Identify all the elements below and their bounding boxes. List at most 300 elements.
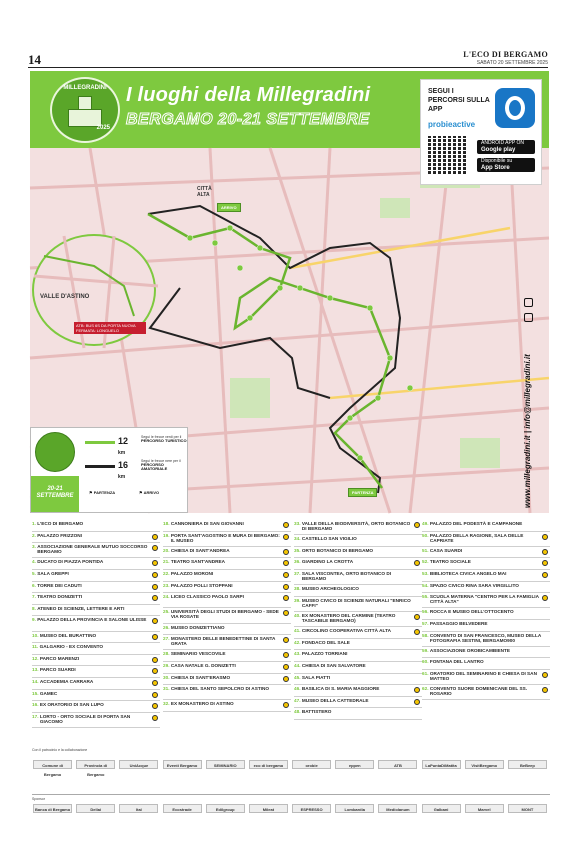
place-number: 15. [32,690,40,696]
place-number: 54. [422,582,430,588]
app-marker-icon [283,664,289,670]
amateur-desc: Segui le frecce nere per il PERCORSO AMATORIALE [141,459,181,471]
place-label: CONVENTO DI SAN FRANCESCO, MUSEO DELLA FOTOGRAFIA SESTINI, BERGAMO900 [429,632,542,643]
place-list-item [294,697,422,709]
app-marker-icon [152,534,158,540]
place-label: CANNONIERA DI SAN GIOVANNI [170,521,244,526]
event-banner [30,71,549,171]
sponsor-logo: Marvel [465,804,504,813]
app-marker-icon [283,595,289,601]
place-label: EX MONASTERO DI ASTINO [170,701,234,707]
place-label: CHIESA DI SANT'ERASMO [170,674,231,680]
place-label: MUSEO DONIZETTIANO [170,624,225,630]
places-col-2 [163,520,291,712]
place-list-item [32,558,160,570]
place-list-item [32,532,160,544]
tourist-desc: Segui le frecce verdi per il PERCORSO TURISTICO [141,435,187,443]
place-label: ASSOCIAZIONE GENERALE MUTUO SOCCORSO BERGAMO [37,544,148,555]
place-number: 21. [163,559,171,565]
place-number: 27. [163,636,171,642]
place-list-item [422,685,550,700]
place-label: CONVENTO SUORE DOMENICANE DEL SS. ROSARIO [429,686,528,697]
sponsor-logo: Eventi Bergamo [163,760,202,769]
place-label: TORRE DEI CADUTI [37,582,82,588]
app-marker-icon [283,652,289,658]
place-list-item [32,690,160,702]
place-label: SALA PIATTI [301,674,331,680]
app-promo-box [420,79,542,185]
place-number: 23. [163,582,171,588]
place-label: MUSEO DELLA CATTEDRALE [301,697,369,703]
place-number: 16. [32,702,40,708]
place-list-item [163,570,291,582]
app-marker-icon [283,676,289,682]
paper-name: L'ECO DI BERGAMO [463,50,548,59]
place-label: EX MONASTERO DEL CARMINE (TEATRO TASCABILE BERGAMO) [301,612,396,623]
place-list-item [32,605,160,617]
place-list-item [163,650,291,662]
place-list-item [294,570,422,585]
place-label: PALAZZO FRIZZONI [37,532,82,538]
sponsor-logo: VisitBergamo [465,760,504,769]
valle-astino-label: VALLE D'ASTINO [40,294,90,300]
place-list-item [163,608,291,623]
place-list-item [32,655,160,667]
place-number: 61. [422,670,430,676]
place-list-item [294,558,422,570]
place-list-item [294,612,422,627]
place-list-item [32,543,160,558]
place-label: CHIESA DI SAN SALVATORE [301,662,366,668]
place-label: MUSEO DEL BURATTINO [39,632,97,638]
arrivo-flag-icon: ⚑ ARRIVO [139,490,160,495]
website-text[interactable]: www.millegradini.it | info@millegradini.it [523,354,532,508]
place-list-item [422,632,550,647]
places-col-3 [294,520,422,720]
partenza-tag: PARTENZA [348,488,377,497]
place-list-item [294,627,422,639]
place-label: ORATORIO DEL SEMINARINO E CHIESA DI SAN MATTEO [429,670,537,681]
place-list-item [294,650,422,662]
google-play-small: ANDROID APP ON [481,140,524,146]
app-store-button[interactable] [477,158,535,172]
sponsor-logo: Provincia di Bergamo [76,760,115,769]
places-col-1 [32,520,160,728]
place-list-item [422,670,550,685]
place-label: CASTELLO SAN VIGILIO [301,536,357,542]
place-number: 37. [294,570,302,576]
place-number: 3. [32,544,38,550]
app-marker-icon [414,560,420,566]
place-label: CASA SUARDI [429,547,463,553]
place-list-item [32,632,160,644]
app-marker-icon [283,560,289,566]
partenza-flag-icon: ⚑ PARTENZA [89,490,116,495]
place-number: 53. [422,570,430,576]
app-marker-icon [152,584,158,590]
sponsor-logo: Banca di Bergamo [33,804,72,813]
app-marker-icon [283,549,289,555]
place-number: 49. [422,521,430,526]
footer-rule [32,794,550,795]
place-label: DUCATO DI PIAZZA PONTIDA [37,559,104,565]
place-list-item [32,713,160,728]
place-number: 38. [294,586,302,592]
place-number: 44. [294,662,302,668]
app-marker-icon [414,614,420,620]
place-list-item [422,558,550,570]
place-label: CHIESA DEL SANTO SEPOLCRO DI ASTINO [170,686,270,692]
place-list-item [422,658,550,670]
place-number: 12. [32,655,40,661]
app-marker-icon [152,703,158,709]
facebook-icon[interactable] [524,313,533,322]
app-marker-icon [542,595,548,601]
place-number: 42. [294,639,302,645]
place-number: 1. [32,521,38,526]
place-list-item [294,708,422,720]
place-list-item [163,662,291,674]
place-list-item [163,520,291,532]
sponsor-footer [32,748,550,818]
place-number: 43. [294,651,302,657]
sponsor-logo: Galbani [422,804,461,813]
place-number: 24. [163,594,171,600]
header-rule [28,67,548,68]
sponsor-logo: Dellai [76,804,115,813]
citta-alta-label: CITTÀ ALTA [197,186,212,198]
place-label: VALLE DELLA BIODIVERSITÀ, ORTO BOTANICO DI BERGAMO [301,521,411,531]
place-list-item [294,662,422,674]
place-list-item [163,532,291,547]
place-number: 17. [32,713,40,719]
org-label: Con il patrocinio e la collaborazione [32,748,88,752]
place-label: PALAZZO DELLA RAGIONE, SALA DELLE CAPRIATE [429,532,524,543]
place-label: SALA GREPPI [37,570,69,576]
place-list-item [163,685,291,700]
sponsor-logo: ATB [378,760,417,769]
place-number: 55. [422,594,430,600]
page-number: 14 [28,52,41,67]
sponsor-logo: Ecostrade [163,804,202,813]
place-label: ASSOCIAZIONE OROBICAMBIENTE [429,647,511,653]
place-number: 8. [32,605,38,611]
place-number: 25. [163,609,171,615]
app-marker-icon [152,657,158,663]
place-label: ROCCA E MUSEO DELL'OTTOCENTO [429,609,514,615]
place-number: 34. [294,536,302,542]
place-label: PALAZZO DEL PODESTÀ E CAMPANONE [429,521,523,526]
app-marker-icon [152,680,158,686]
sponsor-logo: Mediolanum [378,804,417,813]
place-label: BIBLIOTECA CIVICA ANGELO MAI [429,570,507,576]
place-number: 47. [294,697,302,703]
app-marker-icon [283,572,289,578]
app-store-small: Disponibile su [481,158,513,164]
place-list-item [294,597,422,612]
place-number: 2. [32,532,38,538]
place-list-item [422,647,550,659]
place-label: TEATRO SOCIALE [429,559,471,565]
legend-logo [35,432,75,472]
app-marker-icon [283,702,289,708]
place-number: 36. [294,559,302,565]
app-marker-icon [542,572,548,578]
atb-bus-label: ATB: BUS 6S DA PORTA NUOVA FERMATA: LONGUELO [74,322,146,334]
places-col-4 [422,520,550,700]
place-list-item [163,700,291,712]
place-number: 6. [32,582,38,588]
app-brand: probieactive [428,120,476,129]
place-number: 35. [294,547,302,553]
app-marker-icon [542,534,548,540]
place-label: GALGARIO - EX CONVENTO [39,644,104,650]
place-number: 33. [294,521,302,526]
place-label: SEMINARIO VESCOVILE [170,651,226,657]
sponsor-logo: SEMINARIO [206,760,245,769]
place-list-item [294,639,422,651]
masthead [463,50,548,66]
millegradini-logo [50,77,120,143]
logo-text: MILLEGRADINI [63,85,107,91]
place-label: MUSEO CIVICO DI SCIENZE NATURALI "ENRICO CAFFI" [301,597,411,608]
place-number: 39. [294,597,302,603]
place-list-item [163,674,291,686]
place-label: SCUOLA MATERNA "CENTRO PER LA FAMIGLIA CITTÀ ALTA" [429,594,539,605]
place-number: 22. [163,570,171,576]
app-icon[interactable] [495,88,535,128]
app-marker-icon [152,545,158,551]
app-marker-icon [152,572,158,578]
astino-inset [32,234,156,346]
app-marker-icon [152,618,158,624]
place-number: 13. [32,667,40,673]
sponsor-label: Sponsor [32,797,46,801]
sponsor-logo: eppen [335,760,374,769]
place-label: UNIVERSITÀ DEGLI STUDI DI BERGAMO - SEDE VIA ROSATE [170,609,279,620]
app-marker-icon [542,687,548,693]
sponsor-logo: BeBeep [508,760,547,769]
place-number: 62. [422,686,430,692]
place-list-item [422,608,550,620]
place-list-item [163,635,291,650]
place-list-item [32,666,160,678]
place-list-item [32,593,160,605]
place-label: SALA VISCONTEA, ORTO BOTANICO DI BERGAMO [301,570,392,581]
place-number: 41. [294,628,302,634]
place-number: 52. [422,559,430,565]
place-list-item [422,520,550,532]
place-number: 29. [163,662,171,668]
tourist-line-swatch [85,441,115,444]
place-label: PALAZZO DELLA PROVINCIA E SALONE ULISSE [37,617,147,623]
arrivo-tag: ARRIVO [217,203,241,212]
place-label: CIRCOLINO COOPERATIVA CITTÀ ALTA [301,628,391,634]
google-play-big: Google play [481,147,516,153]
place-label: MONASTERO DELLE BENEDETTINE DI SANTA GRATA [170,636,276,647]
place-number: 40. [294,612,302,618]
place-number: 30. [163,674,171,680]
place-list-item [163,547,291,559]
app-marker-icon [152,668,158,674]
place-label: TEATRO SANT'ANDREA [170,559,225,565]
place-number: 31. [163,686,171,692]
places-list [32,520,550,734]
sponsor-logo: LaPuntaDiMatita [422,760,461,769]
place-label: SPAZIO CIVICO RINA SARA VIRGILLITO [429,582,519,588]
sponsor-logo: UniAcque [119,760,158,769]
place-number: 58. [422,632,430,638]
app-marker-icon [414,699,420,705]
banner-subtitle: BERGAMO 20-21 SETTEMBRE [126,111,370,128]
app-marker-icon [283,610,289,616]
place-label: LICEO CLASSICO PAOLO SARPI [170,594,244,600]
place-number: 5. [32,570,38,576]
place-number: 51. [422,547,430,553]
app-marker-icon [152,692,158,698]
place-label: BASILICA DI S. MARIA MAGGIORE [301,686,380,692]
place-number: 7. [32,594,38,600]
place-label: MUSEO ARCHEOLOGICO [301,586,359,592]
sponsor-logo: ESPRESSO [292,804,331,813]
place-number: 60. [422,659,430,665]
place-number: 56. [422,609,430,615]
banner-title: I luoghi della Millegradini [126,84,371,106]
legend-dates: 20-21 SETTEMBRE [31,476,79,512]
issue-date: SABATO 20 SETTEMBRE 2025 [476,60,548,66]
place-number: 19. [163,532,171,538]
place-list-item [294,585,422,597]
app-marker-icon [414,687,420,693]
place-list-item [32,643,160,655]
place-list-item [294,547,422,559]
app-marker-icon [283,534,289,540]
place-number: 48. [294,709,302,715]
sponsor-logo: MONT [508,804,547,813]
place-number: 45. [294,674,302,680]
sponsor-logo: Comune di Bergamo [33,760,72,769]
place-list-item [422,593,550,608]
place-list-item [294,535,422,547]
app-marker-icon [283,584,289,590]
place-list-item [163,624,291,636]
app-marker-icon [414,522,420,528]
app-marker-icon [152,560,158,566]
tourist-km: 12 km [118,436,129,456]
place-label: PORTA SANT'AGOSTINO E MURA DI BERGAMO: IL MUSEO [170,532,280,543]
place-list-item [163,582,291,594]
instagram-icon[interactable] [524,298,533,307]
place-list-item [422,547,550,559]
sponsor-logo: orobie [292,760,331,769]
sponsor-logo: eco di bergamo [249,760,288,769]
qr-code-icon[interactable] [428,136,466,174]
place-label: ORTO BOTANICO DI BERGAMO [301,547,374,553]
place-list-item [32,520,160,532]
amateur-line-swatch [85,465,115,468]
place-label: PARCO MARENZI [39,655,80,661]
place-label: TEATRO DONIZETTI [37,594,83,600]
place-label: L'ECO DI BERGAMO [37,521,84,526]
google-play-button[interactable] [477,140,535,154]
place-label: CHIESA DI SANT'ANDREA [170,547,230,553]
place-list-item [163,558,291,570]
amateur-km: 16 km [118,460,129,480]
app-marker-icon [542,549,548,555]
sponsor-logo: Lombardia [335,804,374,813]
place-label: GAMEC [39,690,58,696]
place-label: PASSAGGIO BELVEDERE [429,620,488,626]
sponsor-logo: Mileat [249,804,288,813]
route-legend [30,427,188,513]
place-list-item [32,616,160,631]
place-number: 4. [32,559,38,565]
logo-year: 2025 [96,125,110,131]
place-number: 9. [32,617,38,623]
place-list-item [422,582,550,594]
app-marker-icon [414,629,420,635]
app-marker-icon [283,637,289,643]
place-label: PARCO SUARDI [39,667,76,673]
place-label: EX ORATORIO DI SAN LUPO [39,702,104,708]
place-label: GIARDINO LA CROTTA [301,559,354,565]
place-number: 50. [422,532,430,538]
sponsor-logo: Ital [119,804,158,813]
place-label: ATENEO DI SCIENZE, LETTERE E ARTI [37,605,125,611]
place-number: 20. [163,547,171,553]
app-marker-icon [152,715,158,721]
place-label: ACCADEMIA CARRARA [39,678,94,684]
place-number: 32. [163,701,171,707]
app-marker-icon [152,595,158,601]
app-cta: SEGUI I PERCORSI SULLA APP [428,88,490,113]
place-list-item [32,701,160,713]
sponsor-logo: Edilgroup [206,804,245,813]
place-list-item [32,582,160,594]
place-list-item [294,520,422,535]
place-label: LORTO - ORTO SOCIALE DI PORTA SAN GIACOMO [39,713,131,724]
place-label: CASA NATALE G. DONIZETTI [170,662,236,668]
place-number: 11. [32,644,40,650]
place-list-item [422,570,550,582]
place-label: PALAZZO MORONI [170,570,214,576]
place-list-item [163,593,291,608]
app-marker-icon [152,634,158,640]
place-number: 46. [294,686,302,692]
place-label: FONTANA DEL LANTRO [429,659,484,665]
place-number: 26. [163,624,171,630]
place-number: 18. [163,521,171,526]
place-list-item [32,678,160,690]
app-marker-icon [542,672,548,678]
place-label: BATTISTERO [301,709,332,715]
place-number: 14. [32,678,40,684]
app-marker-icon [542,560,548,566]
place-label: PALAZZO POLLI STOPPANI [170,582,233,588]
place-list-item [294,674,422,686]
app-marker-icon [283,522,289,528]
place-list-item [422,532,550,547]
place-list-item [294,685,422,697]
place-number: 59. [422,647,430,653]
place-list-item [32,570,160,582]
place-number: 10. [32,632,40,638]
place-number: 28. [163,651,171,657]
place-label: FONDACO DEL SALE [301,639,350,645]
app-store-big: App Store [481,165,510,171]
place-number: 57. [422,620,430,626]
place-label: PALAZZO TORRIANI [301,651,348,657]
